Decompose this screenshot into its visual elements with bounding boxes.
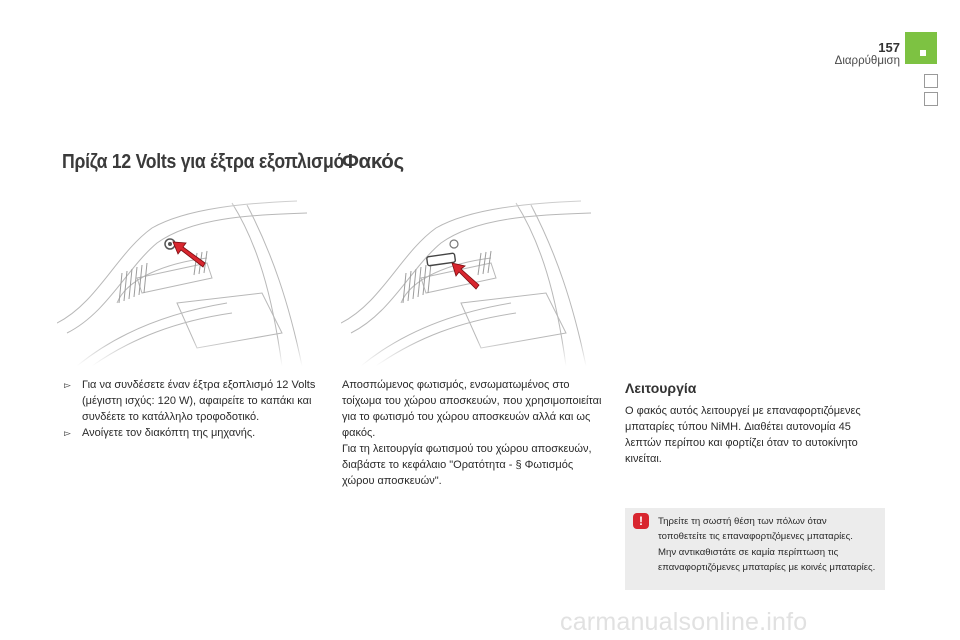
boot-torch-drawing <box>341 183 601 366</box>
bullet-arrow-icon: ▻ <box>64 428 71 438</box>
page-number: 157 <box>878 40 900 55</box>
chapter-title: Διαρρύθμιση <box>834 55 900 67</box>
torch-section-title: Φακός <box>342 150 404 173</box>
warning-line: τοποθετείτε τις επαναφορτιζόμενες μπαταρίες. <box>658 531 853 543</box>
torch-description <box>342 377 602 489</box>
operation-text: Ο φακός αυτός λειτουργεί με επαναφορτιζόμενες μπαταρίες τύπου NiMH. Διαθέτει αυτονομία 45 λεπτών περίπου και φορτίζει όταν το αυτοκίνητο κινείται. <box>625 405 861 465</box>
torch-paragraph: Για τη λειτουργία φωτισμού του χώρου αποσκευών, διαβάστε το κεφάλαιο "Ορατότητα - § Φωτισμός χώρου αποσκευών". <box>342 443 592 487</box>
socket-instructions <box>62 377 324 441</box>
watermark: carmanualsonline.info <box>560 608 808 636</box>
warning-line: επαναφορτιζόμενες μπαταρίες με κοινές μπαταρίες. <box>658 562 876 574</box>
operation-heading: Λειτουργία <box>625 380 697 396</box>
socket-section-title: Πρίζα 12 Volts για έξτρα εξοπλισμό <box>62 150 345 173</box>
chapter-tab <box>905 32 937 64</box>
exclamation-icon: ! <box>633 513 649 529</box>
bullet-text: Ανοίγετε τον διακόπτη της μηχανής. <box>82 427 256 439</box>
chapter-nav-box <box>924 74 938 88</box>
torch-illustration <box>341 183 601 366</box>
bullet-arrow-icon: ▻ <box>64 380 71 390</box>
bullet-text: Για να συνδέσετε έναν έξτρα εξοπλισμό 12 Volts (μέγιστη ισχύς: 120 W), αφαιρείτε το καπάκι και συνδέετε το κατάλληλο τροφοδοτικό. <box>82 379 316 423</box>
warning-text <box>658 514 882 576</box>
socket-illustration <box>57 183 317 366</box>
chapter-nav-box <box>924 92 938 106</box>
list-item <box>62 425 324 441</box>
warning-line: Τηρείτε τη σωστή θέση των πόλων όταν <box>658 516 827 527</box>
torch-paragraph: Αποσπώμενος φωτισμός, ενσωματωμένος στο τοίχωμα του χώρου αποσκευών, που χρησιμοποιείται για το φωτισμό του χώρου αποσκευών αλλά και ως φακός. <box>342 379 602 439</box>
warning-line: Μην αντικαθιστάτε σε καμία περίπτωση τις <box>658 546 839 558</box>
list-item <box>62 377 324 425</box>
chapter-tab-marker <box>920 50 926 56</box>
boot-socket-drawing <box>57 183 317 366</box>
